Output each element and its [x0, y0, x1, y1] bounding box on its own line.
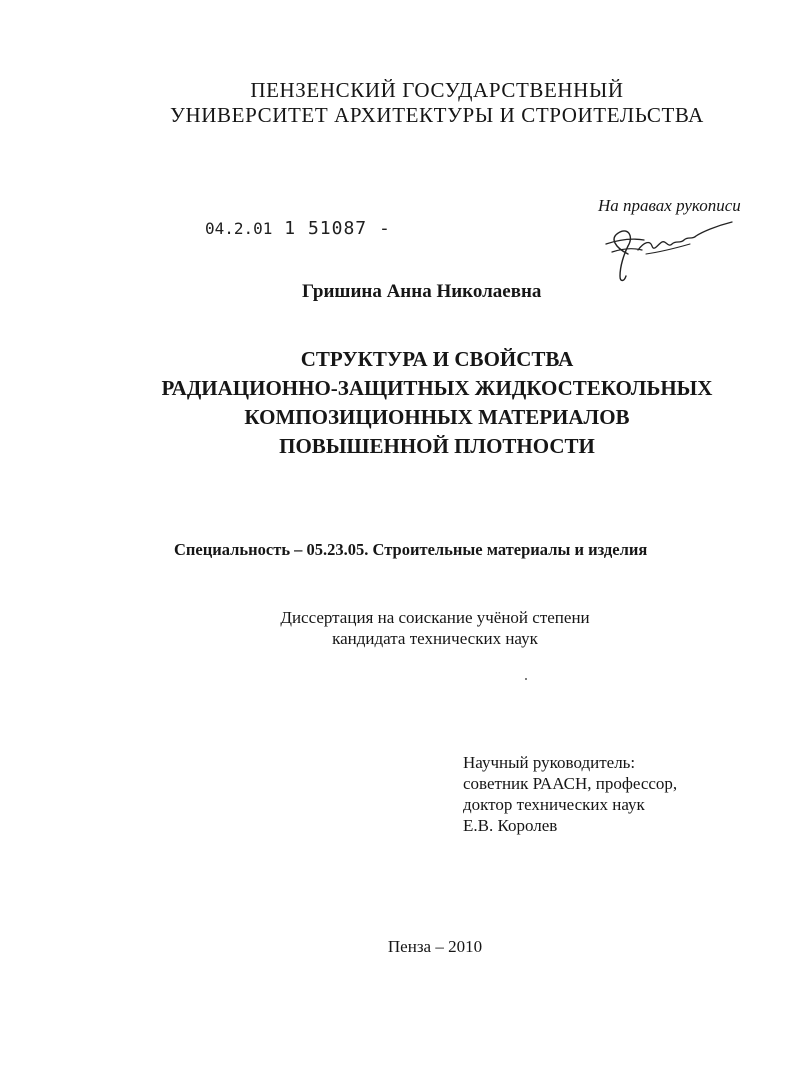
university-name	[0, 78, 794, 128]
registration-number	[205, 218, 391, 239]
supervisor-line-1: Научный руководитель:	[463, 753, 636, 772]
supervisor-line-2: советник РААСН, профессор,	[463, 774, 678, 793]
dissertation-title	[0, 345, 794, 461]
title-line-1: СТРУКТУРА И СВОЙСТВА	[300, 347, 574, 371]
registration-serial: 1 51087	[284, 218, 368, 239]
title-line-3: КОМПОЗИЦИОННЫХ МАТЕРИАЛОВ	[244, 405, 630, 429]
university-line-1: ПЕНЗЕНСКИЙ ГОСУДАРСТВЕННЫЙ	[250, 78, 624, 102]
specialty-line: Специальность – 05.23.05. Строительные материалы и изделия	[174, 540, 648, 559]
supervisor-line-4: Е.В. Королев	[463, 816, 558, 835]
supervisor-line-3: доктор технических наук	[463, 795, 645, 814]
manuscript-rights-note: На правах рукописи	[598, 196, 741, 215]
registration-mark: -	[378, 218, 391, 239]
registration-code: 04.2.01	[205, 219, 273, 238]
signature-icon	[598, 218, 738, 290]
author-name: Гришина Анна Николаевна	[302, 281, 542, 302]
degree-line-2: кандидата технических наук	[332, 629, 538, 648]
degree-statement	[0, 607, 794, 649]
scan-speck	[525, 678, 527, 680]
degree-line-1: Диссертация на соискание учёной степени	[280, 608, 590, 627]
supervisor-block	[463, 752, 677, 836]
title-line-2: РАДИАЦИОННО-ЗАЩИТНЫХ ЖИДКОСТЕКОЛЬНЫХ	[161, 376, 713, 400]
city-year: Пенза – 2010	[387, 937, 483, 956]
university-line-2: УНИВЕРСИТЕТ АРХИТЕКТУРЫ И СТРОИТЕЛЬСТВА	[170, 103, 704, 127]
title-line-4: ПОВЫШЕННОЙ ПЛОТНОСТИ	[279, 434, 595, 458]
